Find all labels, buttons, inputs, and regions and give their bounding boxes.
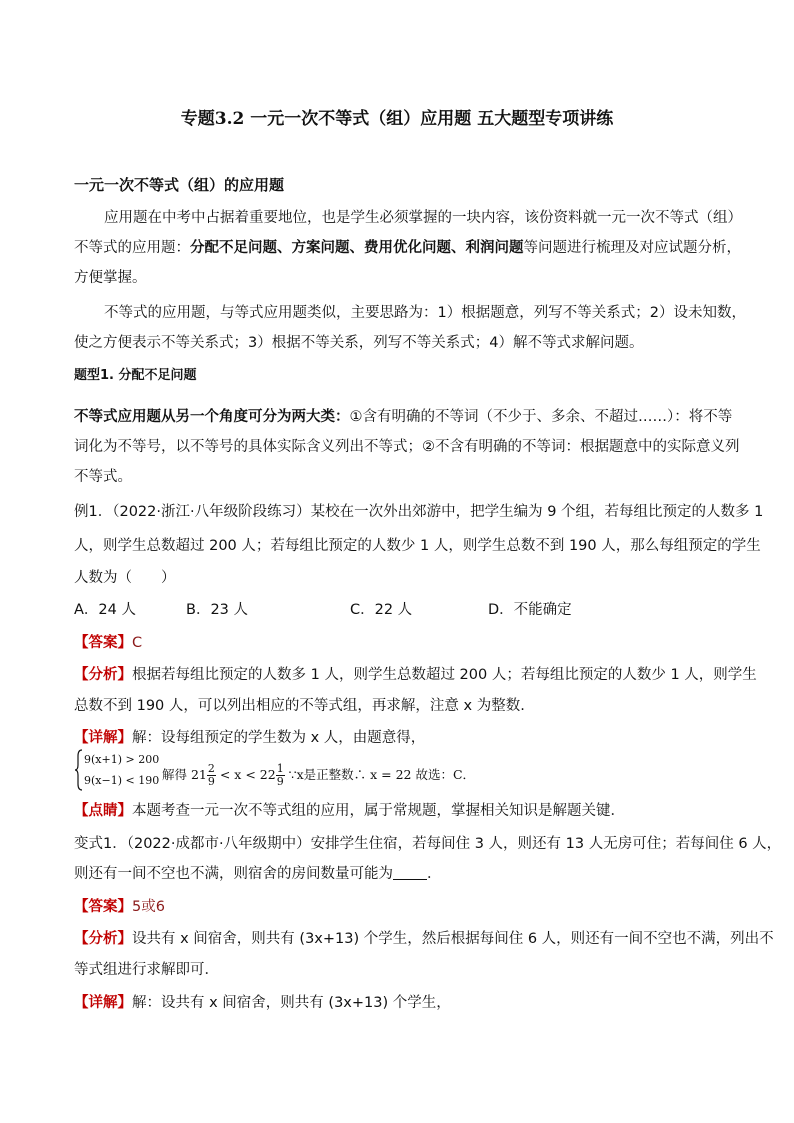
example1-line-2: 人，则学生总数超过 200 人；若每组比预定的人数少 1 人，则学生总数不到 190 人，那么每组预定的学生 [74, 538, 761, 554]
detail-tag: 【详解】 [74, 730, 132, 746]
variant-detail-text: 解：设共有 x 间宿舍，则共有 (3x+13) 个学生， [132, 995, 451, 1011]
variant-answer-tag: 【答案】 [74, 899, 132, 915]
example1-line-1: 例1．（2022·浙江·八年级阶段练习）某校在一次外出郊游中，把学生编为 9 个组，若每组比预定的人数多 1 [74, 504, 764, 520]
intro-line-2 [74, 238, 741, 258]
solution-mid: < x < 22 [215, 767, 276, 782]
detail-text: 解：设每组预定的学生数为 x 人，由题意得， [132, 730, 426, 746]
comment-tag: 【点睛】 [74, 803, 132, 819]
variant1-period: ． [427, 866, 442, 882]
answer-value: C [132, 635, 143, 651]
option-b: B．23 人 [186, 602, 249, 618]
solution-line [162, 762, 475, 788]
example1-analysis-line-1 [74, 665, 757, 685]
type1-note-lead: 不等式应用题从另一个角度可分为两大类： [74, 409, 350, 425]
solution-suffix: ∵x是正整数∴ x = 22 故选：C． [284, 767, 476, 782]
solution-prefix: 解得 21 [162, 767, 207, 782]
intro-line-2-lead: 不等式的应用题： [74, 240, 190, 256]
section-heading: 一元一次不等式（组）的应用题 [74, 176, 285, 194]
fraction-1-denominator: 9 [207, 775, 215, 788]
fraction-2-numerator: 1 [276, 762, 284, 775]
variant1-analysis-line-2: 等式组进行求解即可． [74, 962, 219, 978]
intro-line-3: 方便掌握。 [74, 270, 147, 286]
example1-line-3: 人数为（ ） [74, 570, 176, 586]
fraction-two-ninths [207, 763, 216, 788]
variant-detail-tag: 【详解】 [74, 995, 132, 1011]
intro-line-2-tail: 等问题进行梳理及对应试题分析， [523, 240, 741, 256]
fraction-2-denominator: 9 [276, 775, 284, 788]
variant1-answer [74, 897, 165, 917]
left-brace-icon [74, 748, 84, 792]
fraction-one-ninth [276, 763, 285, 788]
intro-topics: 分配不足问题、方案问题、费用优化问题、利润问题 [190, 240, 524, 256]
variant-analysis-text: 设共有 x 间宿舍，则共有 (3x+13) 个学生，然后根据每间住 6 人，则还有一间不空也不满，列出不 [132, 931, 774, 947]
intro-line-5: 使之方便表示不等关系式；3）根据不等关系，列写不等关系式；4）解不等式求解问题。 [74, 335, 644, 351]
type1-heading: 题型1. 分配不足问题 [74, 368, 197, 383]
intro-line-4: 不等式的应用题，与等式应用题类似，主要思路为：1）根据题意，列写不等关系式；2）设未知数， [104, 305, 746, 321]
example1-answer [74, 633, 142, 653]
page-title: 专题3.2 一元一次不等式（组）应用题 五大题型专项讲练 [180, 109, 614, 129]
variant1-analysis-line-1 [74, 929, 774, 949]
comment-text: 本题考查一元一次不等式组的应用，属于常规题，掌握相关知识是解题关键． [132, 803, 625, 819]
variant1-line-1: 变式1．（2022·成都市·八年级期中）安排学生住宿，若每间住 3 人，则还有 13 人无房可住；若每间住 6 人， [74, 836, 782, 852]
type1-note-rest: ①含有明确的不等词（不少于、多余、不超过……）：将不等 [349, 409, 733, 425]
answer-tag: 【答案】 [74, 635, 132, 651]
example1-detail-line-1 [74, 728, 425, 748]
system-top-inequality: 9(x+1) > 200 [84, 753, 160, 766]
option-d: D．不能确定 [488, 602, 572, 618]
variant-answer-value: 5或6 [132, 899, 165, 915]
example1-analysis-line-2: 总数不到 190 人，可以列出相应的不等式组，再求解，注意 x 为整数. [74, 698, 525, 714]
example1-comment [74, 801, 625, 821]
analysis-text: 根据若每组比预定的人数多 1 人，则学生总数超过 200 人；若每组比预定的人数少 1 人，则学生 [132, 667, 757, 683]
answer-blank [393, 865, 427, 880]
variant1-line-2 [74, 864, 442, 884]
system-bottom-inequality: 9(x−1) < 190 [84, 774, 160, 787]
type1-note-line-1 [74, 407, 732, 427]
variant1-question: 则还有一间不空也不满，则宿舍的房间数量可能为 [74, 866, 393, 882]
analysis-tag: 【分析】 [74, 667, 132, 683]
intro-line-1: 应用题在中考中占据着重要地位，也是学生必须掌握的一块内容，该份资料就一元一次不等式（组） [104, 210, 742, 226]
variant-analysis-tag: 【分析】 [74, 931, 132, 947]
type1-note-line-3: 不等式。 [74, 469, 132, 485]
option-c: C．22 人 [350, 602, 413, 618]
fraction-1-numerator: 2 [207, 762, 215, 775]
variant1-detail-line-1 [74, 993, 451, 1013]
type1-note-line-2: 词化为不等号，以不等号的具体实际含义列出不等式；②不含有明确的不等词：根据题意中的实际意义列 [74, 439, 740, 455]
option-a: A．24 人 [74, 602, 136, 618]
